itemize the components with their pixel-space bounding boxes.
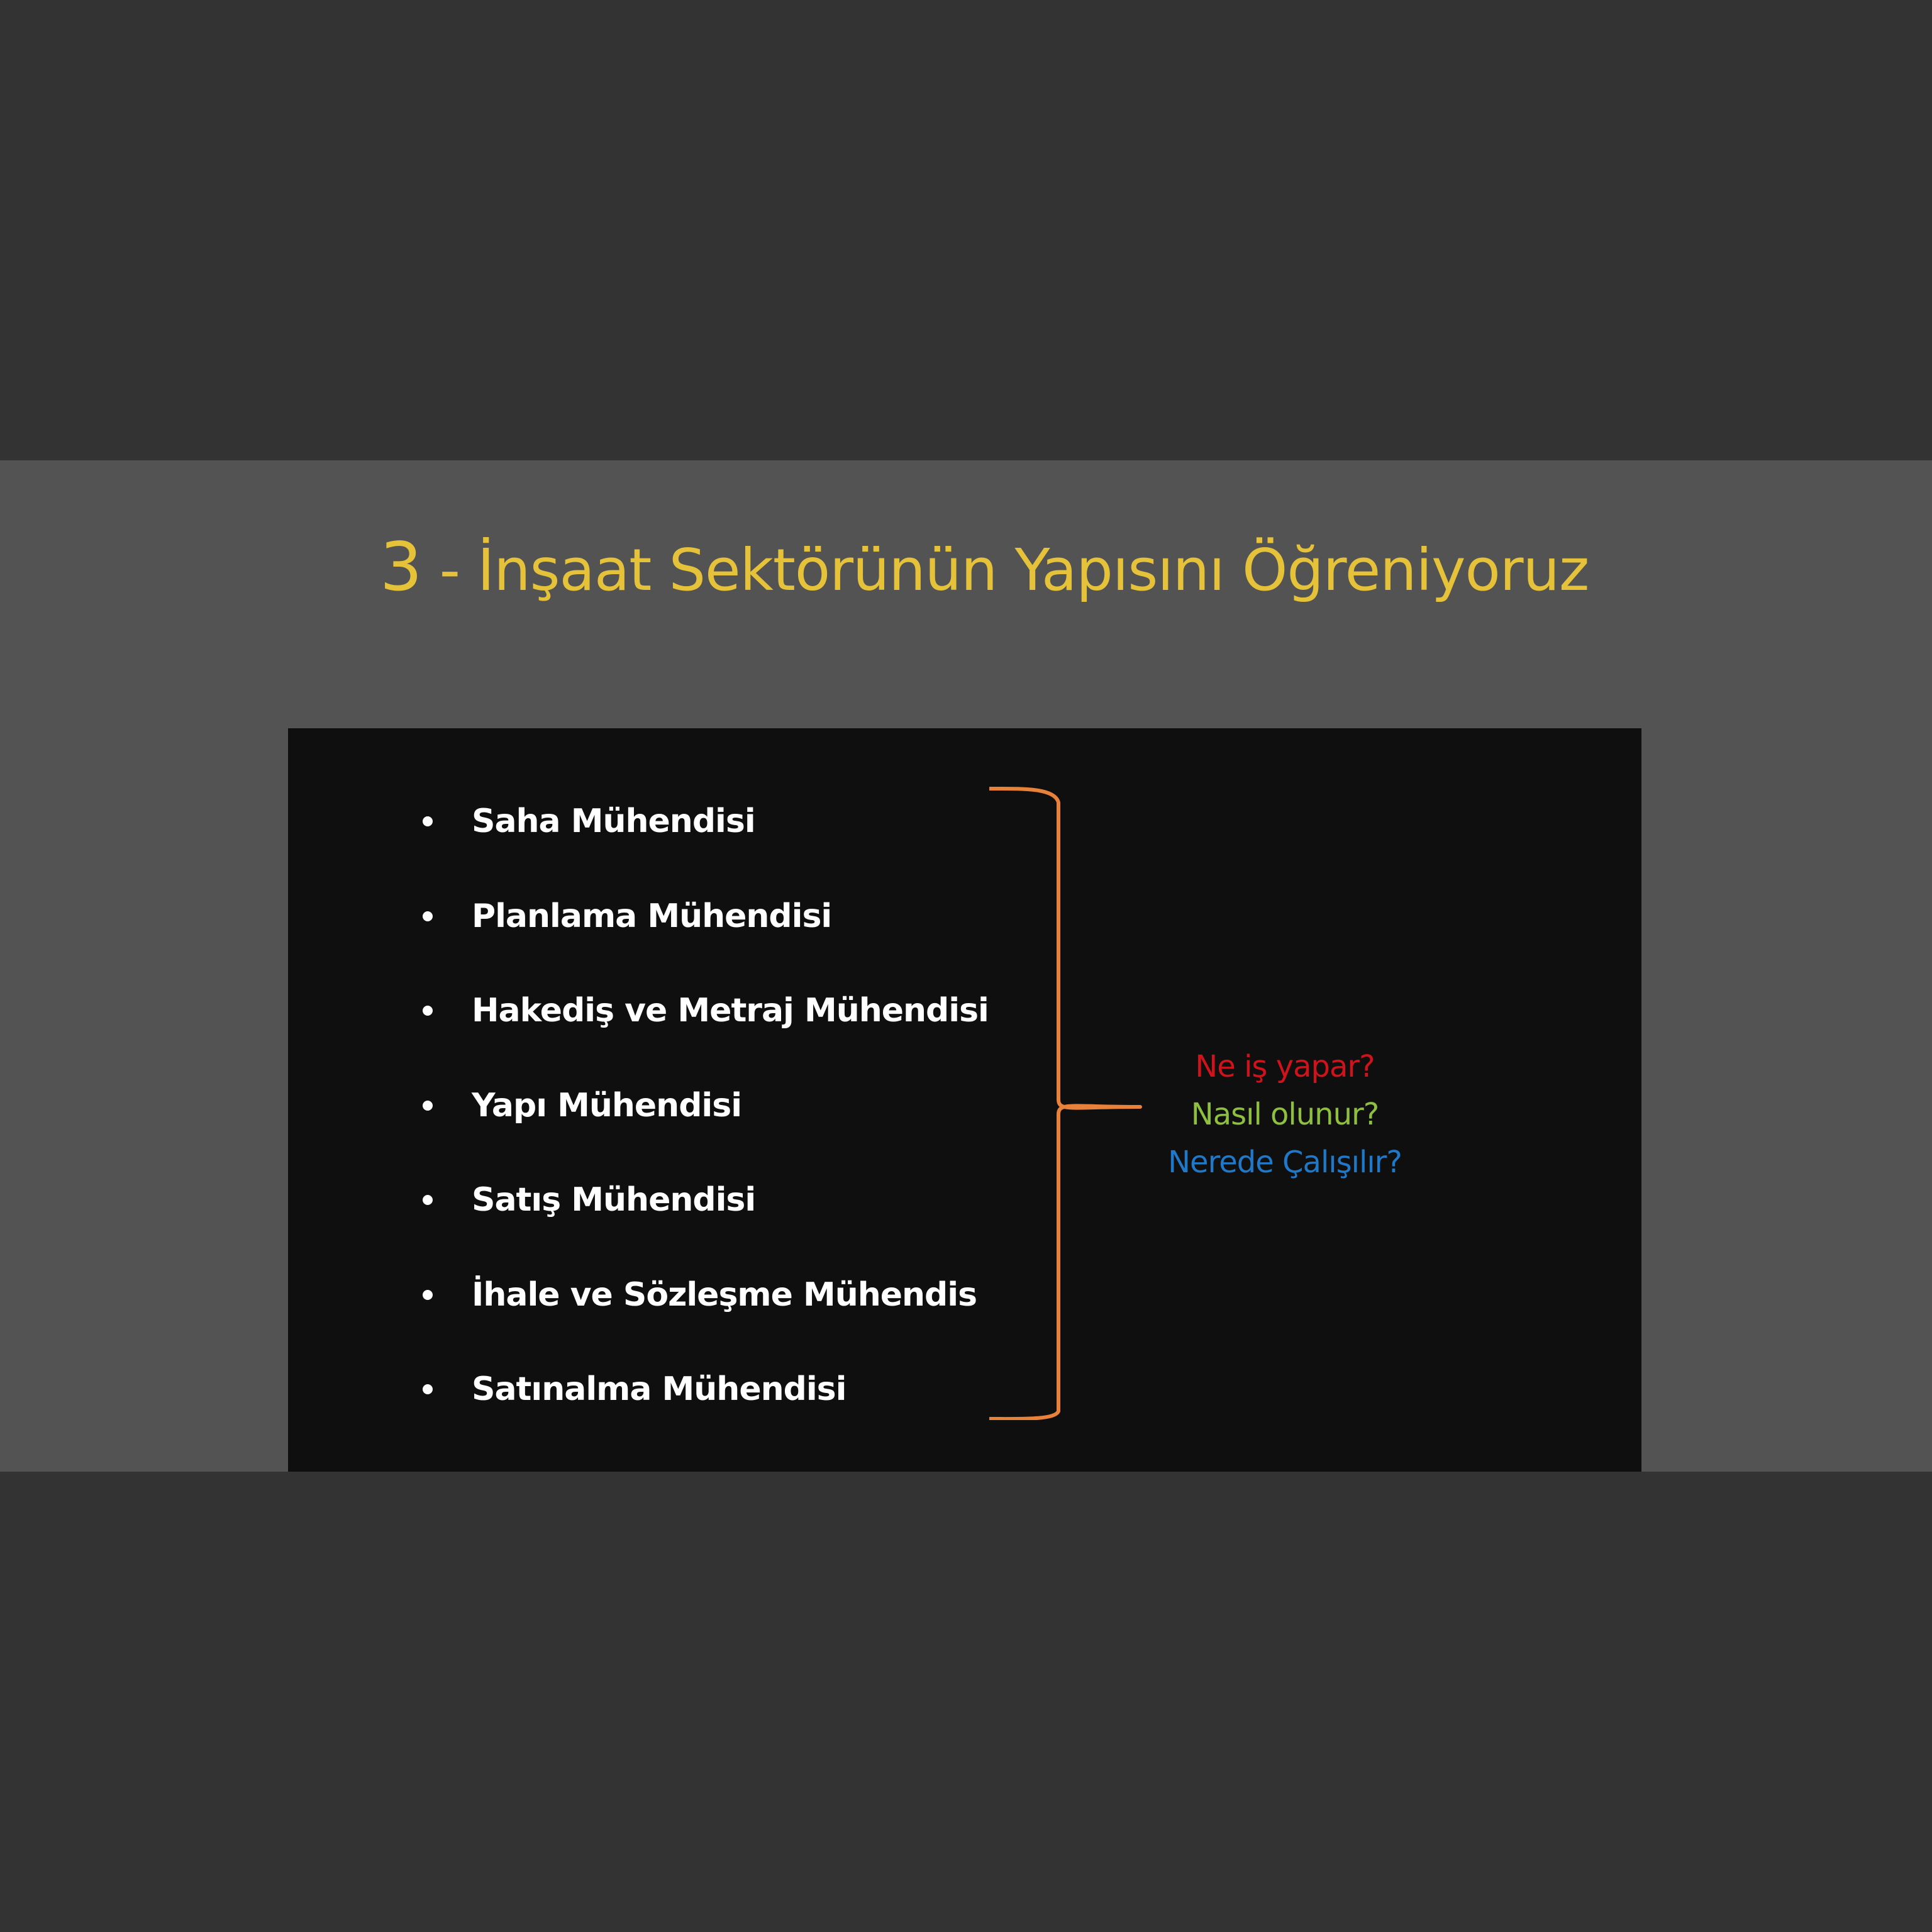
list-item-label: Planlama Mühendisi [472,897,832,935]
bullet-icon [423,1290,433,1300]
list-item-label: Saha Mühendisi [472,802,755,840]
list-item-label: İhale ve Sözleşme Mühendis [472,1276,977,1314]
bullet-icon [423,911,433,921]
bullet-icon [423,816,433,826]
question-group [1156,1043,1414,1186]
question-how: Nasıl olunur? [1191,1097,1379,1132]
curly-brace-icon [989,785,1153,1420]
bullet-icon [423,1195,433,1205]
title-number: 3 [380,528,422,606]
list-item-label: Yapı Mühendisi [472,1087,742,1124]
bullet-icon [423,1384,433,1394]
page-title [380,528,1589,606]
question-where: Nerede Çalışılır? [1168,1145,1402,1180]
list-item-label: Satış Mühendisi [472,1181,756,1219]
bullet-icon [423,1006,433,1016]
list-item-label: Hakediş ve Metraj Mühendisi [472,992,989,1030]
question-what: Ne iş yapar? [1195,1049,1375,1084]
title-text: - İnşaat Sektörünün Yapısını Öğreniyoruz [421,536,1589,604]
list-item-label: Satınalma Mühendisi [472,1370,847,1408]
bullet-icon [423,1101,433,1111]
slide-panel [288,728,1641,1472]
